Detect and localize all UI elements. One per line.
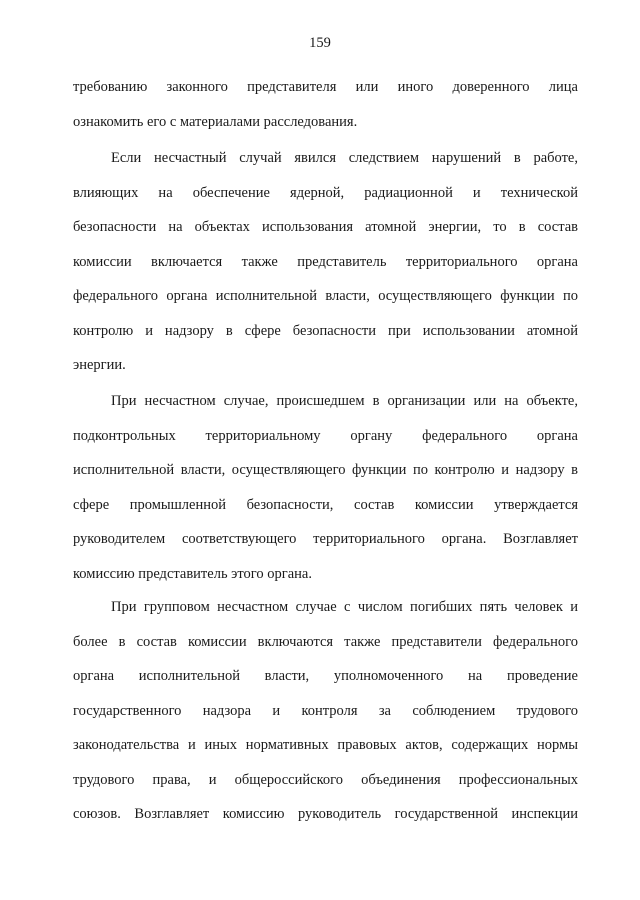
- text-line: более в состав комиссии включаются также представители федерального: [73, 633, 578, 650]
- text-line: требованию законного представителя или иного доверенного лица: [73, 79, 578, 95]
- text-line: ознакомить его с материалами расследования.: [73, 113, 358, 130]
- page-number: 159: [309, 35, 331, 51]
- paragraph-3: [73, 384, 578, 591]
- text-line: союзов. Возглавляет комиссию руководитель государственной инспекции: [73, 806, 578, 822]
- text-line: влияющих на обеспечение ядерной, радиационной и технической: [73, 184, 578, 201]
- paragraph-2: [73, 141, 578, 383]
- text-line: федерального органа исполнительной власти, осуществляющего функции по: [73, 288, 578, 304]
- text-line: безопасности на объектах использования атомной энергии, то в состав: [73, 219, 578, 235]
- text-line: контролю и надзору в сфере безопасности при использовании атомной: [73, 322, 578, 339]
- text-line: При несчастном случае, происшедшем в организации или на объекте,: [111, 393, 578, 409]
- text-line: При групповом несчастном случае с числом погибших пять человек и: [111, 599, 578, 615]
- text-line: сфере промышленной безопасности, состав комиссии утверждается: [73, 496, 578, 513]
- text-line: энергии.: [73, 357, 126, 373]
- text-line: подконтрольных территориальному органу федерального органа: [73, 427, 578, 444]
- text-line: руководителем соответствующего территориального органа. Возглавляет: [73, 531, 578, 547]
- text-line: государственного надзора и контроля за соблюдением трудового: [73, 702, 578, 719]
- paragraph-4: [73, 590, 578, 832]
- paragraph-1: [73, 70, 578, 139]
- text-line: исполнительной власти, осуществляющего функции по контролю и надзору в: [73, 462, 578, 478]
- text-line: Если несчастный случай явился следствием нарушений в работе,: [111, 150, 578, 166]
- text-line: трудового права, и общероссийского объединения профессиональных: [73, 771, 578, 788]
- text-line: комиссии включается также представитель территориального органа: [73, 253, 578, 270]
- text-line: органа исполнительной власти, уполномоченного на проведение: [73, 668, 578, 684]
- text-line: законодательства и иных нормативных правовых актов, содержащих нормы: [73, 737, 578, 753]
- text-line: комиссию представитель этого органа.: [73, 565, 312, 582]
